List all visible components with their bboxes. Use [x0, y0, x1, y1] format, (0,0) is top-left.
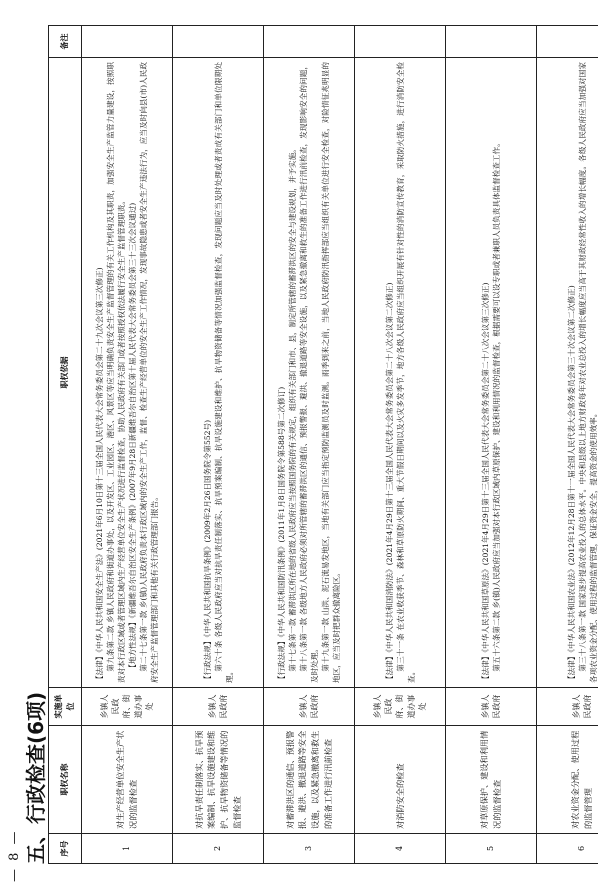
row-number: 1	[82, 834, 173, 864]
implementing-unit: 乡镇人民政府、街道办事处	[82, 688, 173, 726]
legal-basis	[355, 58, 446, 688]
implementing-unit: 乡镇人民政府	[264, 688, 355, 726]
implementing-unit: 乡镇人民政府	[446, 688, 537, 726]
legal-basis	[82, 58, 173, 688]
basis-paragraph: 第十八条第一款 各级地方人民政府必须对所管辖的蓄滞洪区的通信、预报警报、避洪、撤退道路等安全设施，以及紧急撤离和救生的准备工作进行汛前检查，发现影响安全的问题，及时处理。	[299, 62, 319, 683]
row-number: 3	[264, 834, 355, 864]
inspection-table	[48, 25, 598, 864]
basis-paragraph: 【法律】《中华人民共和国消防法》(2021年4月29日第十三届全国人民代表大会常务委员会第二十八次会议第二次修正)	[384, 282, 394, 683]
basis-paragraph: 【行政法规】《中华人民共和国抗旱条例》(2009年2月26日国务院令第552号)	[202, 419, 212, 683]
implementing-unit: 乡镇人民政府、街道办事处	[355, 688, 446, 726]
note-cell	[264, 26, 355, 58]
row-number: 6	[537, 834, 598, 864]
note-cell	[537, 26, 598, 58]
legal-basis	[264, 58, 355, 688]
section-heading: 五、行政检查(6项)	[24, 691, 48, 864]
basis-paragraph: 第三十一条 在农业收获季节、森林和草原防火期间、重大节假日期间以及火灾多发季节，地方各级人民政府应当组织开展有针对性的消防宣传教育，采取防火措施，进行消防安全检查。	[395, 62, 416, 683]
row-number: 4	[355, 834, 446, 864]
header-no: 序号	[49, 834, 82, 864]
table-row	[173, 26, 264, 864]
basis-paragraph: 第六十条 各级人民政府应当对抗旱责任制落实、抗旱预案编制、抗旱设施建设和维护、抗旱物资储备等情况加强监督检查，发现问题应当及时处理或者责成有关部门和单位限期处理。	[213, 62, 234, 683]
basis-paragraph: 【地方性法规】《新疆维吾尔自治区安全生产条例》(2007年9月28日新疆维吾尔自治区第十届人民代表大会常务委员会第三十三次会议通过)	[128, 202, 137, 672]
authority-name: 对抗旱责任制落实、抗旱预案编制、抗旱设施建设和维护、抗旱物资储备等情况的监督检查	[173, 726, 264, 834]
table-row	[446, 26, 537, 864]
basis-paragraph: 第九条第二款 乡镇人民政府和街道办事处，以及开发区、工业园区、港区、风景区等应当明确负责安全生产监督管理的有关工作机构及其职责，加强安全生产监管力量建设，按照职责对本行政区域或者管理区域内生产经营单位安全生产状况进行监督检查，协助人民政府有关部门或者按照授权依法履行安全生产监督管理职责。	[106, 62, 126, 683]
basis-paragraph: 【行政法规】《中华人民共和国防汛条例》(2011年1月8日国务院令第588号第二次修订)	[277, 386, 286, 683]
implementing-unit: 乡镇人民政府	[173, 688, 264, 726]
basis-paragraph: 【法律】《中华人民共和国农业法》(2012年12月28日第十一届全国人民代表大会常务委员会第三十次会议第二次修正)	[566, 285, 576, 683]
header-note: 备注	[49, 26, 82, 58]
table-row	[264, 26, 355, 864]
implementing-unit: 乡镇人民政府	[537, 688, 598, 726]
header-unit: 实施单位	[49, 688, 82, 726]
note-cell	[82, 26, 173, 58]
legal-basis	[173, 58, 264, 688]
table-header-row	[49, 26, 82, 864]
basis-paragraph: 【法律】《中华人民共和国草原法》(2021年4月29日第十三届全国人民代表大会常务委员会第二十八次会议第三次修正)	[481, 282, 490, 683]
page-number: — 8 —	[7, 829, 22, 882]
note-cell	[173, 26, 264, 58]
header-name: 职权名称	[49, 726, 82, 834]
authority-name: 对消防安全的检查	[355, 726, 446, 834]
authority-name: 对蓄滞洪区的通信、预报警报、避洪、撤退道路等安全设施，以及紧急撤离和救生的准备工作进行汛前检查	[264, 726, 355, 834]
table-row	[82, 26, 173, 864]
authority-name: 对农业资金分配、使用过程的监督管理	[537, 726, 598, 834]
table-row	[537, 26, 598, 864]
basis-paragraph: 第十九条第一款 山洪、泥石流易发地区，当地有关部门应当指定预防监测员及时监测。雨季到来之前，当地人民政府防汛指挥部应当组织有关单位进行安全检查，对险情征兆明显的地区，应当及时把群众撤离险区。	[321, 62, 341, 683]
basis-paragraph: 第十七条第一款 蓄滞洪区所在地的省级人民政府应当按照国务院的有关规定，组织有关部门和市、县，制定所管辖的蓄滞洪区的安全与建设规划，并予实施。	[288, 145, 297, 672]
table-body	[82, 26, 598, 864]
basis-paragraph: 第三十八条第一款 国家逐步提高农业投入的总体水平。中央和县级以上地方财政每年对农业总投入的增长幅度应当高于其财政经常性收入的增长幅度。各级人民政府应当加强对国家各项农业资金分配、使用过程的监督管理，保证资金安全，提高资金的使用效率。	[577, 62, 598, 683]
legal-basis	[446, 58, 537, 688]
authority-name: 对生产经营单位安全生产状况的监督检查	[82, 726, 173, 834]
header-basis: 职权依据	[49, 58, 82, 688]
note-cell	[446, 26, 537, 58]
basis-paragraph: 第二十七条第一款 乡(镇)人民政府负责本行政区域内的安全生产工作，监督、检查生产经营单位的安全生产工作情况，发现事故隐患或者安全生产违法行为，应当及时向县(市)人民政府安全生产监督管理部门和其他有关行政管理部门报告。	[139, 62, 159, 683]
basis-paragraph: 【法律】《中华人民共和国安全生产法》(2021年6月10日第十三届全国人民代表大会常务委员会第二十九次会议第三次修正)	[95, 267, 104, 683]
row-number: 2	[173, 834, 264, 864]
note-cell	[355, 26, 446, 58]
authority-name: 对草原保护、建设和利用情况的监督检查	[446, 726, 537, 834]
basis-paragraph: 第五十六条第二款 乡(镇)人民政府应当加强对本行政区域内草原保护、建设和利用情况的监督检查，根据需要可以设专职或者兼职人员负责具体监督检查工作。	[492, 139, 501, 672]
table-row	[355, 26, 446, 864]
row-number: 5	[446, 834, 537, 864]
legal-basis	[537, 58, 598, 688]
